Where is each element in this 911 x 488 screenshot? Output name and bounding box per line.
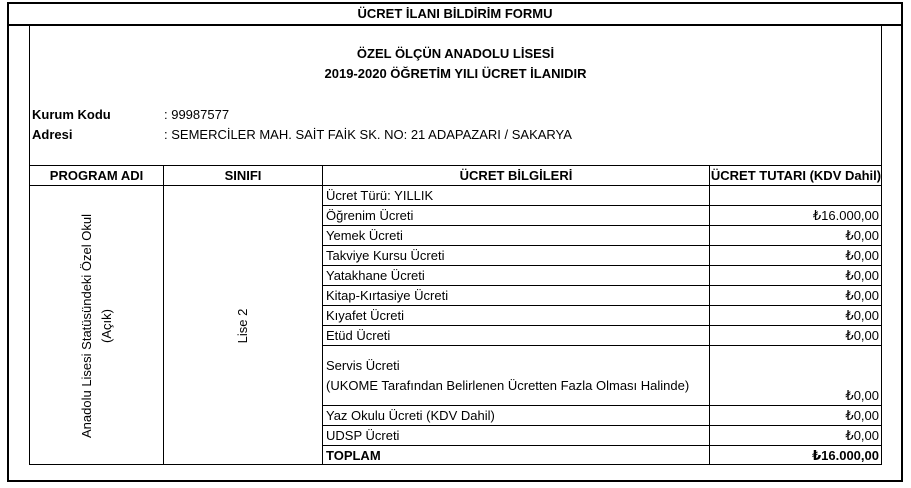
sinif-cell xyxy=(164,186,322,465)
fee-amount: ₺0,00 xyxy=(845,328,879,343)
program-name-line1: Anadolu Lisesi Statüsündeki Özel Okul xyxy=(78,213,94,438)
school-name: ÖZEL ÖLÇÜN ANADOLU LİSESİ xyxy=(356,46,555,61)
header-sinif: SINIFI xyxy=(224,168,262,183)
fee-type-label: Ücret Türü: YILLIK xyxy=(326,188,434,203)
fee-label: Yatakhane Ücreti xyxy=(326,268,425,283)
fee-label: Etüd Ücreti xyxy=(326,328,391,343)
adres-value: : SEMERCİLER MAH. SAİT FAİK SK. NO: 21 ADAPAZARI / SAKARYA xyxy=(164,127,572,142)
fee-amount: ₺0,00 xyxy=(845,428,879,443)
total-amount: ₺16.000,00 xyxy=(812,448,879,463)
fee-amount: ₺0,00 xyxy=(845,408,879,423)
school-heading xyxy=(29,44,882,84)
fee-amount: ₺0,00 xyxy=(845,288,879,303)
fee-label: Takviye Kursu Ücreti xyxy=(326,248,445,263)
announcement: 2019-2020 ÖĞRETİM YILI ÜCRET İLANIDIR xyxy=(324,66,587,81)
header-program: PROGRAM ADI xyxy=(49,168,144,183)
fee-amount: ₺0,00 xyxy=(845,308,879,323)
fee-amount: ₺0,00 xyxy=(845,268,879,283)
program-cell xyxy=(30,186,163,465)
fee-note: (UKOME Tarafından Belirlenen Ücretten Fazla Olması Halinde) xyxy=(326,378,690,393)
fee-amount: ₺0,00 xyxy=(845,248,879,263)
program-name-line2: (Açık) xyxy=(98,308,114,343)
kurum-kodu-label: Kurum Kodu xyxy=(32,107,111,122)
fee-label: Servis Ücreti xyxy=(326,358,400,373)
kurum-kodu-value: : 99987577 xyxy=(164,107,230,122)
table-col-rule xyxy=(322,165,323,465)
fee-label: Kitap-Kırtasiye Ücreti xyxy=(326,288,449,303)
fee-label: Yaz Okulu Ücreti (KDV Dahil) xyxy=(326,408,495,423)
fee-label: Öğrenim Ücreti xyxy=(326,208,414,223)
program-name xyxy=(77,213,117,437)
fee-label: Yemek Ücreti xyxy=(326,228,403,243)
adres-label: Adresi xyxy=(32,127,73,142)
sinif-value: Lise 2 xyxy=(235,308,250,343)
fee-label: Kıyafet Ücreti xyxy=(326,308,405,323)
form-title: ÜCRET İLANI BİLDİRİM FORMU xyxy=(357,6,553,21)
fee-amount: ₺16.000,00 xyxy=(812,208,879,223)
fee-amount: ₺0,00 xyxy=(845,388,879,403)
header-bilgi: ÜCRET BİLGİLERİ xyxy=(459,168,573,183)
fee-label: UDSP Ücreti xyxy=(326,428,400,443)
fee-amount: ₺0,00 xyxy=(845,228,879,243)
total-label: TOPLAM xyxy=(326,448,381,463)
header-tutar: ÜCRET TUTARI (KDV Dahil) xyxy=(710,168,882,183)
